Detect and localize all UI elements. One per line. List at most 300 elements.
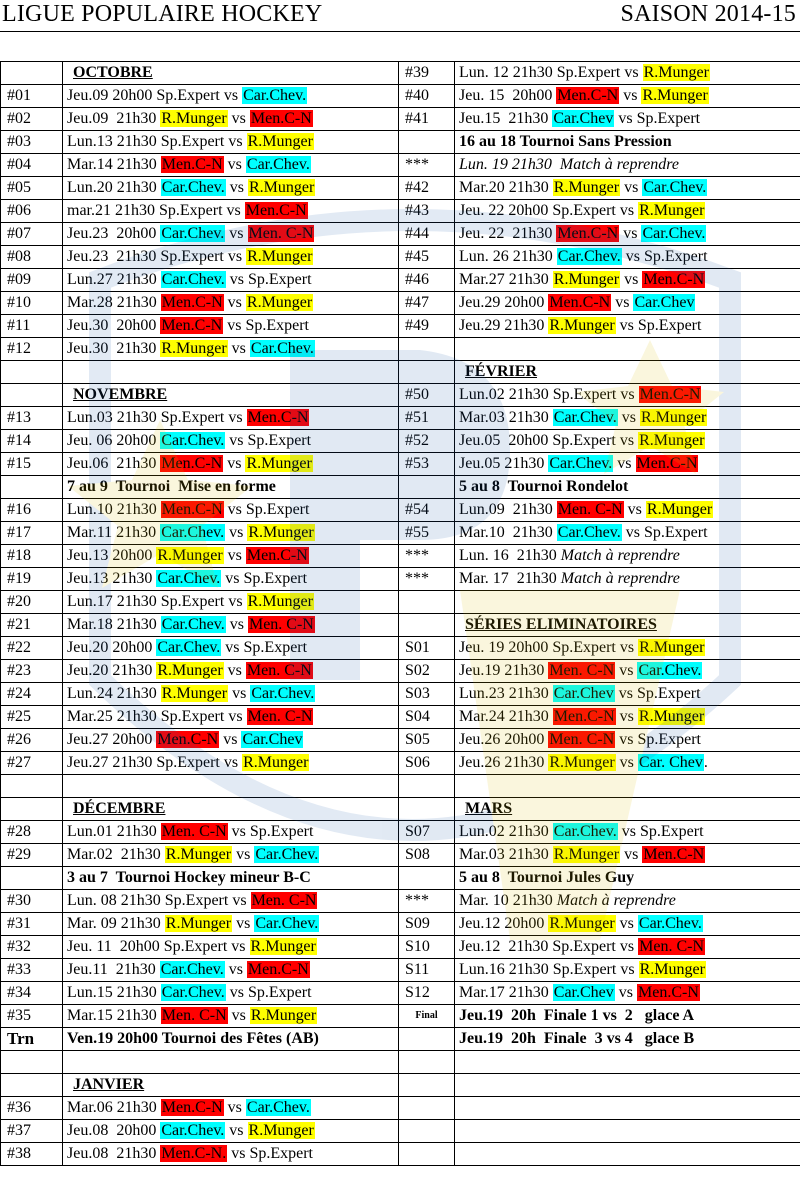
team-name: Car.Chev. <box>557 524 621 541</box>
game-number: #15 <box>1 453 63 476</box>
schedule-row <box>1 223 800 246</box>
game-cell <box>63 292 399 315</box>
game-datetime: Lun.13 21h30 <box>67 133 157 150</box>
month-label: JANVIER <box>73 1076 145 1093</box>
game-number: S06 <box>399 752 455 775</box>
game-number: S12 <box>399 982 455 1005</box>
game-cell <box>455 522 800 545</box>
game-cell <box>63 200 399 223</box>
game-cell <box>455 269 800 292</box>
game-datetime: Mar.14 21h30 <box>67 156 157 173</box>
game-datetime: Lun.24 21h30 <box>67 685 157 702</box>
game-datetime: mar.21 21h30 <box>67 202 155 219</box>
game-datetime: Jeu.27 20h00 <box>67 731 153 748</box>
game-cell <box>63 821 399 844</box>
team-name: R.Munger <box>161 685 228 702</box>
game-number: #24 <box>1 683 63 706</box>
empty-cell <box>399 476 455 499</box>
event-text: 7 au 9 Tournoi Mise en forme <box>67 478 276 495</box>
game-cell <box>63 108 399 131</box>
empty-cell <box>455 775 800 798</box>
game-cell <box>455 246 800 269</box>
team-name: Men.C-N <box>250 110 312 127</box>
team-name: Car.Chev. <box>643 179 707 196</box>
schedule-row <box>1 637 800 660</box>
team-name: R.Munger <box>639 432 705 449</box>
versus-label: vs <box>625 248 640 265</box>
team-name: Men.C-N <box>643 271 705 288</box>
game-number: #45 <box>399 246 455 269</box>
versus-label: vs <box>229 271 244 288</box>
team-name: R.Munger <box>646 501 713 518</box>
empty-cell <box>455 1143 800 1166</box>
schedule-row <box>1 752 800 775</box>
game-datetime: Jeu.29 21h30 <box>459 317 545 334</box>
game-cell <box>455 177 800 200</box>
schedule-row <box>1 706 800 729</box>
game-datetime: Mar.18 21h30 <box>67 616 157 633</box>
month-heading <box>63 1074 399 1097</box>
event-text: Ven.19 20h00 Tournoi des Fêtes (AB) <box>67 1030 319 1047</box>
team-name: Sp.Expert <box>160 593 225 610</box>
team-name: R.Munger <box>247 593 313 610</box>
game-cell <box>455 200 800 223</box>
versus-label: vs <box>620 961 635 978</box>
game-number: #35 <box>1 1005 63 1028</box>
schedule-row <box>1 361 800 384</box>
game-number: S04 <box>399 706 455 729</box>
month-label: MARS <box>465 800 513 817</box>
month-label: SÉRIES ELIMINATOIRES <box>465 616 657 633</box>
versus-label: vs <box>229 524 244 541</box>
versus-label: vs <box>620 386 635 403</box>
team-name: Men.C-N <box>161 156 223 173</box>
empty-cell <box>399 1143 455 1166</box>
game-cell <box>63 315 399 338</box>
versus-label: vs <box>621 823 636 840</box>
team-name: R.Munger <box>639 639 705 656</box>
team-name: Car.Chev <box>553 110 614 127</box>
team-name: Men. C-N <box>161 823 227 840</box>
schedule-row <box>1 131 800 154</box>
game-cell <box>63 545 399 568</box>
team-name: Car.Chev. <box>553 823 617 840</box>
versus-label: vs <box>229 616 244 633</box>
game-number: #28 <box>1 821 63 844</box>
schedule-row <box>1 1051 800 1074</box>
empty-cell <box>455 1120 800 1143</box>
team-name: Sp.Expert <box>156 754 220 771</box>
game-datetime: Jeu. 22 21h30 <box>459 225 553 242</box>
schedule-body <box>1 62 800 1166</box>
game-number: #09 <box>1 269 63 292</box>
game-number: #32 <box>1 936 63 959</box>
game-number: S02 <box>399 660 455 683</box>
schedule-row <box>1 568 800 591</box>
event-note <box>455 476 800 499</box>
versus-label: vs <box>229 179 244 196</box>
game-number: S11 <box>399 959 455 982</box>
team-name: Sp.Expert <box>247 984 312 1001</box>
empty-cell <box>399 1051 455 1074</box>
team-name: Men.C-N <box>246 547 308 564</box>
versus-label: vs <box>615 294 630 311</box>
game-number: #41 <box>399 108 455 131</box>
game-cell <box>455 752 800 775</box>
game-cell <box>63 522 399 545</box>
empty-cell <box>399 1028 455 1051</box>
team-name: Men. C-N <box>549 731 615 748</box>
team-name: Sp.Expert <box>552 432 616 449</box>
team-name: Men.C-N <box>161 455 223 472</box>
makeup-game-note <box>455 545 800 568</box>
empty-cell <box>455 1051 800 1074</box>
event-note <box>63 476 399 499</box>
empty-cell <box>1 384 63 407</box>
team-name: Sp.Expert <box>249 1145 313 1162</box>
game-number: #03 <box>1 131 63 154</box>
schedule-row <box>1 798 800 821</box>
versus-label: vs <box>624 179 639 196</box>
team-name: Car.Chev. <box>553 409 617 426</box>
team-name: Men.C-N <box>557 225 619 242</box>
schedule-row <box>1 62 800 85</box>
makeup-game-note <box>455 154 800 177</box>
team-name: Sp.Expert <box>249 823 314 840</box>
versus-label: vs <box>229 984 244 1001</box>
team-name: Men. C-N <box>246 662 312 679</box>
schedule-row <box>1 591 800 614</box>
game-datetime: Jeu. 22 20h00 <box>459 202 549 219</box>
versus-label: vs <box>619 754 634 771</box>
schedule-row <box>1 315 800 338</box>
team-name: Sp.Expert <box>247 271 312 288</box>
game-datetime: Jeu. 19 20h00 <box>459 639 549 656</box>
team-name: Men.C-N <box>549 294 611 311</box>
schedule-row <box>1 890 800 913</box>
game-cell <box>63 177 399 200</box>
versus-label: vs <box>236 915 251 932</box>
team-name: R.Munger <box>248 524 314 541</box>
game-datetime: Jeu.30 21h30 <box>67 340 157 357</box>
game-number: #38 <box>1 1143 63 1166</box>
team-name: Sp.Expert <box>556 64 621 81</box>
team-name: Car.Chev. <box>161 432 225 449</box>
game-cell <box>63 85 399 108</box>
event-note <box>455 131 800 154</box>
game-datetime: Mar.10 21h30 <box>459 524 553 541</box>
game-number: #13 <box>1 407 63 430</box>
game-datetime: Jeu.06 21h30 <box>67 455 157 472</box>
game-cell <box>63 959 399 982</box>
versus-label: vs <box>625 524 640 541</box>
empty-cell <box>1 476 63 499</box>
empty-cell <box>399 1074 455 1097</box>
month-label: OCTOBRE <box>73 64 153 81</box>
game-cell <box>455 62 800 85</box>
schedule-row <box>1 177 800 200</box>
event-text: 16 au 18 Tournoi Sans Pression <box>459 133 672 150</box>
team-name: Car. Chev <box>638 754 703 771</box>
game-cell <box>63 223 399 246</box>
versus-label: vs <box>231 823 246 840</box>
schedule-row <box>1 154 800 177</box>
league-title: LIGUE POPULAIRE HOCKEY <box>2 1 323 27</box>
team-name: R.Munger <box>247 248 313 265</box>
event-note <box>455 1005 800 1028</box>
game-cell <box>63 269 399 292</box>
game-number: S01 <box>399 637 455 660</box>
team-name: Sp.Expert <box>637 685 701 702</box>
versus-label: vs <box>228 409 243 426</box>
versus-label: vs <box>223 754 239 771</box>
empty-cell <box>399 1120 455 1143</box>
team-name: Men.C-N <box>245 202 307 219</box>
event-text: Jeu.19 20h Finale 1 vs 2 glace A <box>459 1007 695 1024</box>
versus-label: vs <box>227 156 242 173</box>
game-datetime: Mar.03 21h30 <box>459 409 549 426</box>
empty-cell <box>455 1074 800 1097</box>
game-datetime: Mar. 10 21h30 <box>459 892 553 909</box>
versus-label: vs <box>619 938 635 955</box>
team-name: Car.Chev. <box>557 248 621 265</box>
team-name: Car.Chev. <box>246 1099 310 1116</box>
game-number: #05 <box>1 177 63 200</box>
game-cell <box>63 246 399 269</box>
versus-label: vs <box>624 64 639 81</box>
game-datetime: Lun.02 21h30 <box>459 386 549 403</box>
game-datetime: Lun.15 21h30 <box>67 984 157 1001</box>
game-datetime: Jeu.05 20h00 <box>459 432 549 449</box>
makeup-text: Match à reprendre <box>556 892 676 909</box>
team-name: Men. C-N <box>248 225 314 242</box>
game-cell <box>455 637 800 660</box>
versus-label: vs <box>232 892 247 909</box>
game-cell <box>63 706 399 729</box>
versus-label: vs <box>225 639 240 656</box>
team-name: Sp.Expert <box>164 892 229 909</box>
game-number: #14 <box>1 430 63 453</box>
team-name: Sp.Expert <box>160 248 224 265</box>
game-datetime: Mar.28 21h30 <box>67 294 157 311</box>
team-name: Sp.Expert <box>245 317 309 334</box>
team-name: R.Munger <box>243 754 309 771</box>
team-name: Men.C-N <box>161 294 223 311</box>
month-label: NOVEMBRE <box>73 386 168 403</box>
game-cell <box>63 407 399 430</box>
versus-label: vs <box>619 639 635 656</box>
game-cell <box>455 844 800 867</box>
game-cell <box>63 1120 399 1143</box>
game-datetime: Jeu.13 20h00 <box>67 547 153 564</box>
game-cell <box>455 936 800 959</box>
team-name: Sp.Expert <box>160 133 225 150</box>
versus-label: vs <box>223 731 238 748</box>
schedule-table <box>0 61 800 1166</box>
team-name: R.Munger <box>639 202 705 219</box>
schedule-row <box>1 683 800 706</box>
month-heading <box>63 62 399 85</box>
game-number: #18 <box>1 545 63 568</box>
game-cell <box>63 499 399 522</box>
versus-label: vs <box>231 938 246 955</box>
game-datetime: Lun. 26 21h30 <box>459 248 553 265</box>
game-number: *** <box>399 568 455 591</box>
game-datetime: Jeu.09 21h30 <box>67 110 157 127</box>
makeup-text: Match à reprendre <box>560 570 680 587</box>
game-cell <box>455 683 800 706</box>
game-cell <box>63 1005 399 1028</box>
team-name: Car.Chev. <box>243 87 307 104</box>
game-number: S03 <box>399 683 455 706</box>
team-name: Sp.Expert <box>639 823 704 840</box>
game-datetime: Jeu.11 21h30 <box>67 961 156 978</box>
game-cell <box>63 844 399 867</box>
empty-cell <box>1 798 63 821</box>
team-name: R.Munger <box>248 179 315 196</box>
team-name: Car.Chev. <box>161 524 225 541</box>
team-name: Car.Chev. <box>642 225 706 242</box>
game-datetime: Mar.11 21h30 <box>67 524 157 541</box>
team-name: Sp.Expert <box>160 409 225 426</box>
game-number: #49 <box>399 315 455 338</box>
page-header <box>0 0 800 34</box>
team-name: Car.Chev. <box>250 340 314 357</box>
team-name: Car.Chev. <box>161 984 225 1001</box>
event-note <box>63 867 399 890</box>
game-number: #23 <box>1 660 63 683</box>
team-name: Car.Chev. <box>161 225 225 242</box>
game-datetime: Lun.17 21h30 <box>67 593 157 610</box>
game-number: #34 <box>1 982 63 1005</box>
month-heading <box>63 384 399 407</box>
game-cell <box>63 1143 399 1166</box>
versus-label: vs <box>619 915 634 932</box>
versus-label: vs <box>227 248 243 265</box>
makeup-text: Lun. 19 21h30 Match à reprendre <box>459 156 679 173</box>
team-name: Men. C-N <box>251 892 317 909</box>
schedule-row <box>1 729 800 752</box>
versus-label: vs <box>627 501 642 518</box>
schedule-row <box>1 85 800 108</box>
team-name: Car.Chev. <box>638 662 702 679</box>
game-cell <box>63 729 399 752</box>
versus-label: vs <box>227 662 242 679</box>
event-text: Jeu.19 20h Finale 3 vs 4 glace B <box>459 1030 695 1047</box>
team-name: Men. C-N <box>247 708 313 725</box>
game-number: #31 <box>1 913 63 936</box>
team-name: R.Munger <box>549 754 615 771</box>
game-number: *** <box>399 545 455 568</box>
game-datetime: Jeu.20 21h30 <box>67 662 153 679</box>
makeup-text: Match à reprendre <box>560 547 680 564</box>
game-cell <box>455 913 800 936</box>
team-name: Men. C-N <box>639 938 704 955</box>
team-name: Sp.Expert <box>243 639 308 656</box>
game-datetime: Mar. 09 21h30 <box>67 915 161 932</box>
schedule-row <box>1 545 800 568</box>
game-datetime: Lun. 12 21h30 <box>459 64 553 81</box>
empty-cell <box>1 62 63 85</box>
schedule-row <box>1 614 800 637</box>
team-name: Car.Chev. <box>161 271 225 288</box>
month-heading <box>63 798 399 821</box>
team-name: Car.Chev. <box>246 156 310 173</box>
schedule-row <box>1 660 800 683</box>
versus-label: vs <box>227 1099 242 1116</box>
team-name: Men.C-N <box>636 455 698 472</box>
final-marker: Final <box>399 1005 455 1028</box>
schedule-row <box>1 269 800 292</box>
team-name: R.Munger <box>638 708 705 725</box>
empty-cell <box>399 1097 455 1120</box>
empty-cell <box>455 591 800 614</box>
team-name: Sp.Expert <box>160 708 225 725</box>
team-name: Men.C-N <box>161 317 223 334</box>
team-name: Car.Chev. <box>157 639 221 656</box>
game-datetime: Lun.01 21h30 <box>67 823 157 840</box>
versus-label: vs <box>226 202 241 219</box>
game-datetime: Lun.03 21h30 <box>67 409 157 426</box>
schedule-row <box>1 1028 800 1051</box>
team-name: Men.C-N. <box>161 1145 227 1162</box>
game-datetime: Lun. 08 21h30 <box>67 892 161 909</box>
versus-label: vs <box>617 455 632 472</box>
game-datetime: Lun.16 21h30 <box>459 961 549 978</box>
game-cell <box>63 683 399 706</box>
game-cell <box>63 936 399 959</box>
game-datetime: Jeu.23 21h30 <box>67 248 157 265</box>
versus-label: vs <box>623 87 638 104</box>
game-datetime: Mar.15 21h30 <box>67 1007 157 1024</box>
empty-cell <box>1 1051 63 1074</box>
schedule-row <box>1 821 800 844</box>
game-cell <box>63 890 399 913</box>
game-number: #06 <box>1 200 63 223</box>
game-number: #07 <box>1 223 63 246</box>
empty-cell <box>455 1097 800 1120</box>
game-number: #47 <box>399 292 455 315</box>
team-name: Men.C-N <box>247 961 309 978</box>
empty-cell <box>1 1074 63 1097</box>
game-number: #51 <box>399 407 455 430</box>
empty-cell <box>399 775 455 798</box>
empty-cell <box>63 1051 399 1074</box>
versus-label: vs <box>621 409 636 426</box>
game-cell <box>63 591 399 614</box>
team-name: R.Munger <box>165 846 232 863</box>
team-name: R.Munger <box>553 271 620 288</box>
team-name: R.Munger <box>157 547 223 564</box>
makeup-game-note <box>455 890 800 913</box>
team-name: R.Munger <box>639 961 705 978</box>
team-name: R.Munger <box>161 110 227 127</box>
game-number: #01 <box>1 85 63 108</box>
game-cell <box>63 1097 399 1120</box>
game-cell <box>63 453 399 476</box>
team-name: R.Munger <box>157 662 223 679</box>
schedule-row <box>1 982 800 1005</box>
season-title: SAISON 2014-15 <box>620 1 796 27</box>
team-name: Car.Chev. <box>161 616 225 633</box>
game-number: #54 <box>399 499 455 522</box>
team-name: Men. C-N <box>248 616 314 633</box>
game-datetime: Jeu.08 21h30 <box>67 1145 157 1162</box>
game-number: #27 <box>1 752 63 775</box>
team-name: Men. C-N <box>557 501 623 518</box>
versus-label: vs <box>619 662 634 679</box>
schedule-row <box>1 844 800 867</box>
